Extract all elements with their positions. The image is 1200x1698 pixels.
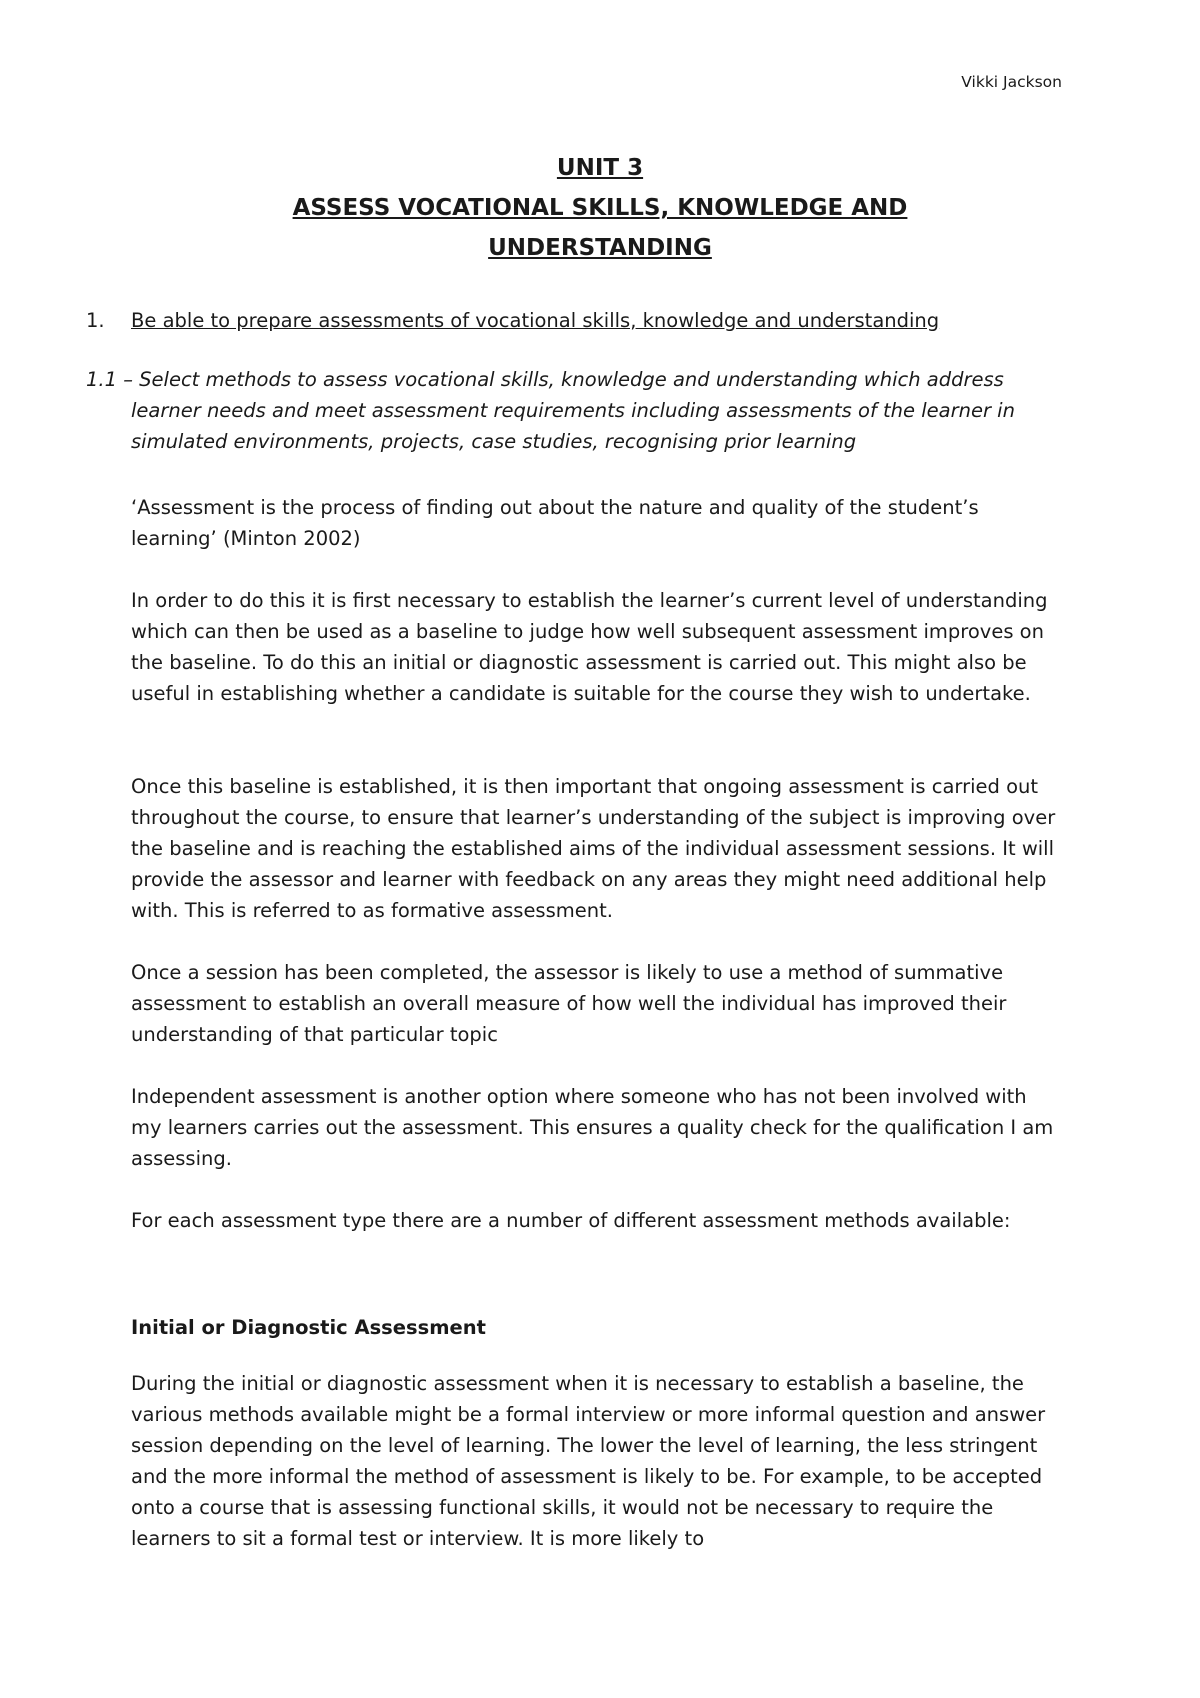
paragraph-methods: For each assessment type there are a number of different assessment methods available:: [131, 1209, 1011, 1232]
author-name: Vikki Jackson: [961, 73, 1062, 91]
title-unit: UNIT 3: [556, 155, 644, 181]
section-1-heading: [86, 305, 1062, 336]
title-line-3: UNDERSTANDING: [488, 235, 712, 261]
paragraph-baseline: In order to do this it is first necessary to establish the learner’s current level of understanding which can then be used as a baseline to judge how well subsequent assessment improves on the baseline. To do this an initial or diagnostic assessment is carried out. This might also be useful in establishing whether a candidate is suitable for the course they wish to undertake.: [131, 589, 1048, 705]
section-1-text: Be able to prepare assessments of vocational skills, knowledge and understanding: [131, 309, 940, 332]
document-title: [0, 148, 1200, 268]
paragraph-initial-diagnostic: During the initial or diagnostic assessment when it is necessary to establish a baseline, the various methods available might be a formal interview or more informal question and answer session depending on the level of learning. The lower the level of learning, the less stringent and the more informal the method of assessment is likely to be. For example, to be accepted onto a course that is assessing functional skills, it would not be necessary to require the learners to sit a formal test or interview. It is more likely to: [131, 1372, 1046, 1550]
subheading-initial-diagnostic: Initial or Diagnostic Assessment: [131, 1316, 486, 1339]
section-1-1-heading: 1.1 – Select methods to assess vocational skills, knowledge and understanding which address learner needs and meet assessment requirements including assessments of the learner in simulated environments, projects, case studies, recognising prior learning: [86, 368, 1015, 453]
paragraph-summative: Once a session has been completed, the assessor is likely to use a method of summative assessment to establish an overall measure of how well the individual has improved their understanding of that particular topic: [131, 961, 1007, 1046]
section-1-number: 1.: [86, 309, 105, 332]
paragraph-formative: Once this baseline is established, it is then important that ongoing assessment is carried out throughout the course, to ensure that learner’s understanding of the subject is improving over the baseline and is reaching the established aims of the individual assessment sessions. It will provide the assessor and learner with feedback on any areas they might need additional help with. This is referred to as formative assessment.: [131, 775, 1056, 922]
paragraph-independent: Independent assessment is another option where someone who has not been involved with my learners carries out the assessment. This ensures a quality check for the qualification I am assessing.: [131, 1085, 1054, 1170]
title-line-2: ASSESS VOCATIONAL SKILLS, KNOWLEDGE AND: [292, 195, 908, 221]
paragraph-quote: ‘Assessment is the process of finding out about the nature and quality of the student’s learning’ (Minton 2002): [131, 496, 979, 550]
